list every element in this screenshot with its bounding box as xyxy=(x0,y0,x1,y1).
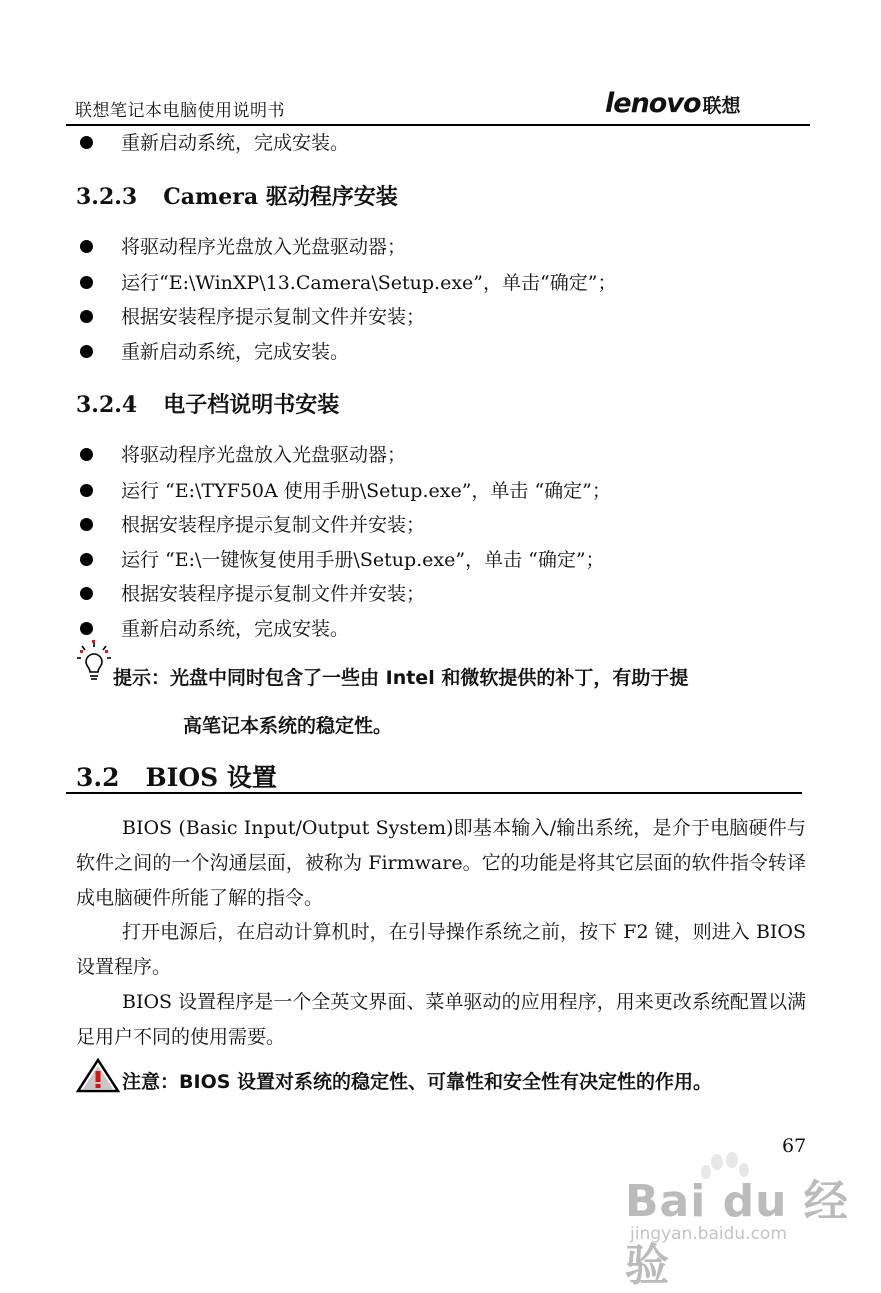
bullet-icon xyxy=(80,587,93,600)
note-label: 注意： xyxy=(122,1071,180,1093)
lightbulb-tip-icon xyxy=(76,640,112,688)
list-item: 重新启动系统，完成安装。 xyxy=(80,614,349,644)
running-header-title: 联想笔记本电脑使用说明书 xyxy=(75,101,285,121)
tip-line-1: 提示：光盘中同时包含了一些由 Intel 和微软提供的补丁，有助于提 xyxy=(113,667,689,689)
tip-label: 提示： xyxy=(113,667,171,689)
list-item: 重新启动系统，完成安装。 xyxy=(80,128,349,158)
list-item: 重新启动系统，完成安装。 xyxy=(80,337,349,367)
page-number: 67 xyxy=(782,1135,807,1157)
bullet-icon xyxy=(80,518,93,531)
bullet-icon xyxy=(80,345,93,358)
list-item: 运行 “E:\一键恢复使用手册\Setup.exe”，单击 “确定”； xyxy=(80,545,605,575)
bullet-icon xyxy=(80,448,93,461)
watermark-url: jingyan.baidu.com xyxy=(630,1224,787,1244)
bullet-icon xyxy=(80,484,93,497)
list-item: 将驱动程序光盘放入光盘驱动器； xyxy=(80,232,406,262)
section-heading-32: 3.2 BIOS 设置 xyxy=(76,763,277,792)
paragraph: 打开电源后，在启动计算机时，在引导操作系统之前，按下 F2 键，则进入 BIOS 设置程序。 xyxy=(76,921,806,978)
watermark-brand: Bai du 经验 xyxy=(625,1176,849,1291)
bullet-icon xyxy=(80,310,93,323)
list-item: 运行“E:\WinXP\13.Camera\Setup.exe”，单击“确定”； xyxy=(80,268,616,298)
tip-line-2: 高笔记本系统的稳定性。 xyxy=(183,715,393,737)
note-line: 注意：BIOS 设置对系统的稳定性、可靠性和安全性有决定性的作用。 xyxy=(122,1071,713,1093)
bullet-icon xyxy=(80,276,93,289)
paragraph: BIOS 设置程序是一个全英文界面、菜单驱动的应用程序，用来更改系统配置以满足用户不同的使用需要。 xyxy=(76,991,806,1048)
header-rule xyxy=(66,124,810,126)
section-heading-323: 3.2.3 Camera 驱动程序安装 xyxy=(76,184,398,210)
bullet-icon xyxy=(80,553,93,566)
bullet-icon xyxy=(80,240,93,253)
bullet-icon xyxy=(80,622,93,635)
section-heading-324: 3.2.4 电子档说明书安装 xyxy=(76,392,340,418)
bullet-icon xyxy=(80,136,93,149)
list-item: 根据安装程序提示复制文件并安装； xyxy=(80,302,425,332)
list-item: 根据安装程序提示复制文件并安装； xyxy=(80,579,425,609)
paragraph: BIOS (Basic Input/Output System)即基本输入/输出系统，是介于电脑硬件与软件之间的一个沟通层面，被称为 Firmware。它的功能是将其它层面的软件指令转译成电脑硬件所能了解的指令。 xyxy=(76,817,806,909)
lenovo-logo xyxy=(605,88,741,119)
list-item: 根据安装程序提示复制文件并安装； xyxy=(80,510,425,540)
section-rule xyxy=(66,792,802,794)
logo-cn: 联想 xyxy=(702,95,741,117)
warning-icon xyxy=(76,1058,120,1094)
list-item: 运行 “E:\TYF50A 使用手册\Setup.exe”，单击 “确定”； xyxy=(80,476,611,506)
list-item: 将驱动程序光盘放入光盘驱动器； xyxy=(80,440,406,470)
logo-text: lenovo xyxy=(605,88,701,119)
